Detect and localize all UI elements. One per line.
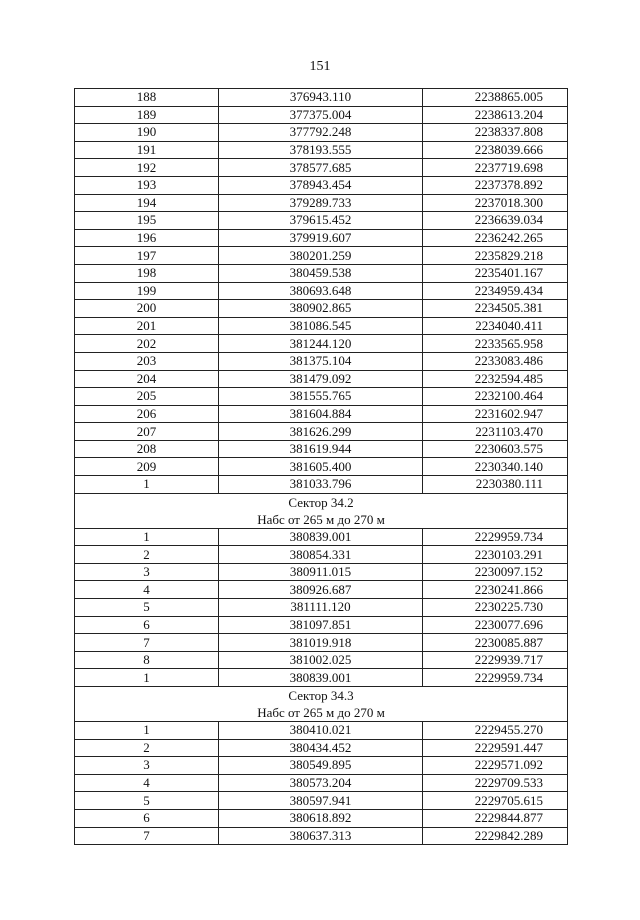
x-coordinate-cell: 381479.092 [219, 370, 423, 388]
x-coordinate-cell: 380459.538 [219, 264, 423, 282]
point-number-cell: 202 [75, 335, 219, 353]
x-coordinate-cell: 380911.015 [219, 563, 423, 581]
point-number-cell: 2 [75, 546, 219, 564]
y-coordinate-cell: 2233083.486 [423, 352, 568, 370]
x-coordinate-cell: 381619.944 [219, 440, 423, 458]
x-coordinate-cell: 381375.104 [219, 352, 423, 370]
table-row [75, 405, 568, 423]
point-number-cell: 196 [75, 229, 219, 247]
point-number-cell: 201 [75, 317, 219, 335]
y-coordinate-cell: 2237018.300 [423, 194, 568, 212]
point-number-cell: 4 [75, 774, 219, 792]
sector-subtitle: Набс от 265 м до 270 м [257, 705, 385, 720]
point-number-cell: 195 [75, 212, 219, 230]
x-coordinate-cell: 379615.452 [219, 212, 423, 230]
y-coordinate-cell: 2231103.470 [423, 423, 568, 441]
y-coordinate-cell: 2229959.734 [423, 528, 568, 546]
y-coordinate-cell: 2234040.411 [423, 317, 568, 335]
x-coordinate-cell: 380201.259 [219, 247, 423, 265]
x-coordinate-cell: 378577.685 [219, 159, 423, 177]
x-coordinate-cell: 381244.120 [219, 335, 423, 353]
x-coordinate-cell: 376943.110 [219, 89, 423, 107]
x-coordinate-cell: 378193.555 [219, 141, 423, 159]
table-row [75, 599, 568, 617]
table-row [75, 581, 568, 599]
table-row [75, 423, 568, 441]
y-coordinate-cell: 2229842.289 [423, 827, 568, 845]
table-row [75, 739, 568, 757]
point-number-cell: 1 [75, 722, 219, 740]
x-coordinate-cell: 378943.454 [219, 176, 423, 194]
point-number-cell: 197 [75, 247, 219, 265]
point-number-cell: 205 [75, 388, 219, 406]
point-number-cell: 200 [75, 300, 219, 318]
x-coordinate-cell: 381555.765 [219, 388, 423, 406]
table-row [75, 89, 568, 107]
y-coordinate-cell: 2236242.265 [423, 229, 568, 247]
table-row [75, 651, 568, 669]
point-number-cell: 1 [75, 476, 219, 494]
x-coordinate-cell: 381002.025 [219, 651, 423, 669]
y-coordinate-cell: 2237719.698 [423, 159, 568, 177]
x-coordinate-cell: 380410.021 [219, 722, 423, 740]
x-coordinate-cell: 377792.248 [219, 124, 423, 142]
table-row [75, 669, 568, 687]
table-row [75, 440, 568, 458]
table-row [75, 563, 568, 581]
x-coordinate-cell: 381605.400 [219, 458, 423, 476]
table-row [75, 176, 568, 194]
y-coordinate-cell: 2236639.034 [423, 212, 568, 230]
x-coordinate-cell: 379919.607 [219, 229, 423, 247]
point-number-cell: 4 [75, 581, 219, 599]
table-row [75, 124, 568, 142]
point-number-cell: 199 [75, 282, 219, 300]
x-coordinate-cell: 381033.796 [219, 476, 423, 494]
y-coordinate-cell: 2230225.730 [423, 599, 568, 617]
y-coordinate-cell: 2235829.218 [423, 247, 568, 265]
table-row [75, 194, 568, 212]
point-number-cell: 7 [75, 634, 219, 652]
y-coordinate-cell: 2238865.005 [423, 89, 568, 107]
x-coordinate-cell: 380854.331 [219, 546, 423, 564]
point-number-cell: 192 [75, 159, 219, 177]
point-number-cell: 6 [75, 809, 219, 827]
point-number-cell: 2 [75, 739, 219, 757]
point-number-cell: 189 [75, 106, 219, 124]
point-number-cell: 209 [75, 458, 219, 476]
y-coordinate-cell: 2230603.575 [423, 440, 568, 458]
y-coordinate-cell: 2230103.291 [423, 546, 568, 564]
table-row [75, 159, 568, 177]
point-number-cell: 1 [75, 528, 219, 546]
table-row [75, 335, 568, 353]
y-coordinate-cell: 2229939.717 [423, 651, 568, 669]
sector-header-cell [75, 687, 568, 722]
y-coordinate-cell: 2231602.947 [423, 405, 568, 423]
table-row [75, 774, 568, 792]
table-row [75, 106, 568, 124]
y-coordinate-cell: 2230241.866 [423, 581, 568, 599]
x-coordinate-cell: 380549.895 [219, 757, 423, 775]
sector-title: Сектор 34.2 [288, 494, 354, 510]
table-row [75, 616, 568, 634]
y-coordinate-cell: 2229959.734 [423, 669, 568, 687]
x-coordinate-cell: 381604.884 [219, 405, 423, 423]
point-number-cell: 5 [75, 792, 219, 810]
y-coordinate-cell: 2229709.533 [423, 774, 568, 792]
y-coordinate-cell: 2229591.447 [423, 739, 568, 757]
table-row [75, 370, 568, 388]
y-coordinate-cell: 2237378.892 [423, 176, 568, 194]
point-number-cell: 203 [75, 352, 219, 370]
table-row [75, 757, 568, 775]
table-row [75, 476, 568, 494]
x-coordinate-cell: 381019.918 [219, 634, 423, 652]
x-coordinate-cell: 380839.001 [219, 528, 423, 546]
x-coordinate-cell: 380693.648 [219, 282, 423, 300]
point-number-cell: 191 [75, 141, 219, 159]
y-coordinate-cell: 2230340.140 [423, 458, 568, 476]
y-coordinate-cell: 2235401.167 [423, 264, 568, 282]
x-coordinate-cell: 380573.204 [219, 774, 423, 792]
table-row [75, 546, 568, 564]
point-number-cell: 190 [75, 124, 219, 142]
x-coordinate-cell: 380618.892 [219, 809, 423, 827]
x-coordinate-cell: 380926.687 [219, 581, 423, 599]
table-row [75, 388, 568, 406]
point-number-cell: 3 [75, 757, 219, 775]
point-number-cell: 5 [75, 599, 219, 617]
y-coordinate-cell: 2238613.204 [423, 106, 568, 124]
point-number-cell: 1 [75, 669, 219, 687]
sector-title: Сектор 34.3 [288, 688, 354, 703]
y-coordinate-cell: 2232100.464 [423, 388, 568, 406]
y-coordinate-cell: 2229844.877 [423, 809, 568, 827]
table-row [75, 212, 568, 230]
sector-header-row [75, 687, 568, 722]
point-number-cell: 204 [75, 370, 219, 388]
y-coordinate-cell: 2230380.111 [423, 476, 568, 494]
x-coordinate-cell: 377375.004 [219, 106, 423, 124]
sector-header-cell [75, 493, 568, 528]
point-number-cell: 206 [75, 405, 219, 423]
x-coordinate-cell: 381626.299 [219, 423, 423, 441]
point-number-cell: 208 [75, 440, 219, 458]
point-number-cell: 7 [75, 827, 219, 845]
x-coordinate-cell: 380597.941 [219, 792, 423, 810]
x-coordinate-cell: 380839.001 [219, 669, 423, 687]
y-coordinate-cell: 2234505.381 [423, 300, 568, 318]
table-row [75, 264, 568, 282]
x-coordinate-cell: 380902.865 [219, 300, 423, 318]
x-coordinate-cell: 380434.452 [219, 739, 423, 757]
sector-header-row [75, 493, 568, 528]
point-number-cell: 194 [75, 194, 219, 212]
table-row [75, 317, 568, 335]
table-row [75, 827, 568, 845]
coordinates-table [74, 88, 568, 845]
y-coordinate-cell: 2229571.092 [423, 757, 568, 775]
table-row [75, 247, 568, 265]
x-coordinate-cell: 381097.851 [219, 616, 423, 634]
point-number-cell: 3 [75, 563, 219, 581]
table-row [75, 282, 568, 300]
table-row [75, 528, 568, 546]
y-coordinate-cell: 2233565.958 [423, 335, 568, 353]
table-row [75, 722, 568, 740]
y-coordinate-cell: 2238337.808 [423, 124, 568, 142]
y-coordinate-cell: 2230097.152 [423, 563, 568, 581]
point-number-cell: 207 [75, 423, 219, 441]
point-number-cell: 6 [75, 616, 219, 634]
table-row [75, 141, 568, 159]
table-row [75, 634, 568, 652]
y-coordinate-cell: 2230077.696 [423, 616, 568, 634]
x-coordinate-cell: 381086.545 [219, 317, 423, 335]
y-coordinate-cell: 2229455.270 [423, 722, 568, 740]
point-number-cell: 193 [75, 176, 219, 194]
page-number: 151 [309, 59, 331, 74]
sector-subtitle: Набс от 265 м до 270 м [257, 511, 385, 527]
x-coordinate-cell: 381111.120 [219, 599, 423, 617]
x-coordinate-cell: 380637.313 [219, 827, 423, 845]
point-number-cell: 8 [75, 651, 219, 669]
table-row [75, 792, 568, 810]
y-coordinate-cell: 2238039.666 [423, 141, 568, 159]
point-number-cell: 188 [75, 89, 219, 107]
y-coordinate-cell: 2234959.434 [423, 282, 568, 300]
table-row [75, 809, 568, 827]
y-coordinate-cell: 2229705.615 [423, 792, 568, 810]
table-row [75, 229, 568, 247]
point-number-cell: 198 [75, 264, 219, 282]
y-coordinate-cell: 2230085.887 [423, 634, 568, 652]
table-row [75, 458, 568, 476]
table-row [75, 352, 568, 370]
x-coordinate-cell: 379289.733 [219, 194, 423, 212]
coordinates-table-body [75, 89, 568, 845]
y-coordinate-cell: 2232594.485 [423, 370, 568, 388]
table-row [75, 300, 568, 318]
